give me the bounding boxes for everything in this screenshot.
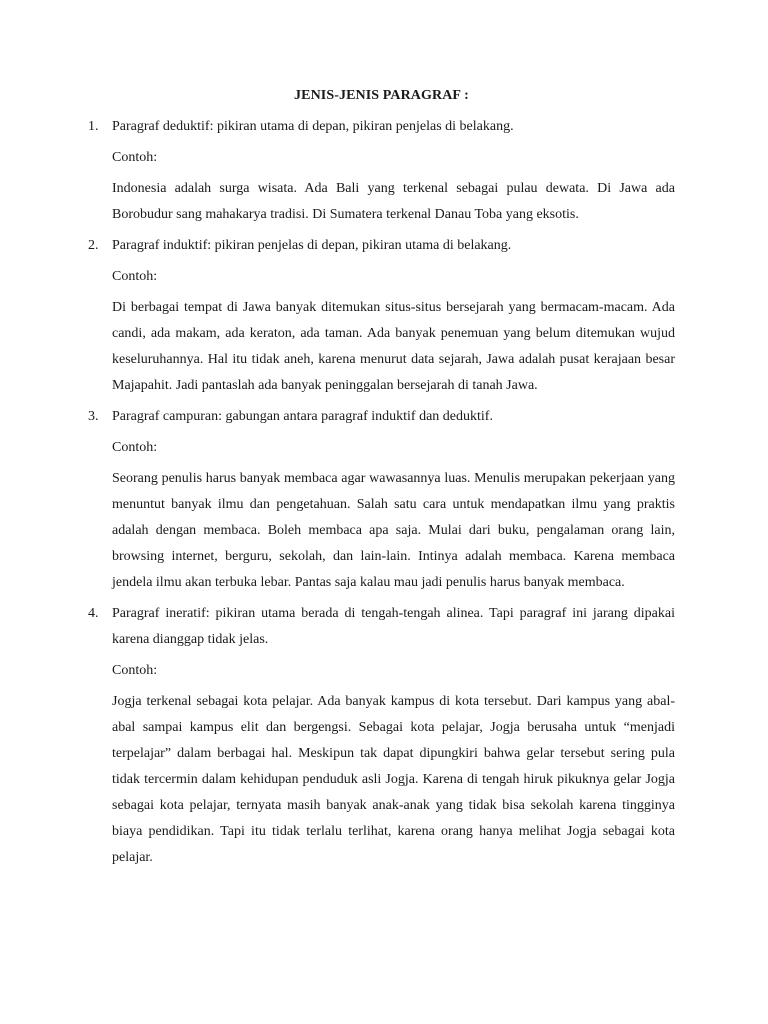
- list-number: 4.: [88, 606, 99, 621]
- example-paragraph: Jogja terkenal sebagai kota pelajar. Ada banyak kampus di kota tersebut. Dari kampus yang abal-abal sampai kampus elit dan bergengsi. Sebagai kota pelajar, Jogja berusaha untuk “menjadi terpelajar” dalam berbagai hal. Meskipun tak dapat dipungkiri bahwa gelar tersebut sering pula tidak tercermin dalam kehidupan penduduk asli Jogja. Karena di tengah hiruk pikuknya gelar Jogja sebagai kota pelajar, ternyata masih banyak anak-anak yang tidak bisa sekolah karena tingginya biaya pendidikan. Tapi itu tidak terlalu terlihat, karena orang hanya melihat Jogja sebagai kota pelajar.: [112, 694, 675, 865]
- example-label: Contoh:: [112, 269, 158, 284]
- document-title: JENIS-JENIS PARAGRAF :: [294, 88, 469, 103]
- list-item-1: [88, 114, 675, 228]
- item-heading: Paragraf induktif: pikiran penjelas di depan, pikiran utama di belakang.: [112, 238, 512, 253]
- example-label: Contoh:: [112, 663, 158, 678]
- item-heading: Paragraf ineratif: pikiran utama berada di tengah-tengah alinea. Tapi paragraf ini jarang dipakai karena dianggap tidak jelas.: [112, 606, 675, 647]
- list-item-3: [88, 404, 675, 596]
- list-number: 3.: [88, 409, 99, 424]
- example-paragraph: Di berbagai tempat di Jawa banyak ditemukan situs-situs bersejarah yang bermacam-macam. Ada candi, ada makam, ada keraton, ada taman. Ada banyak penemuan yang belum ditemukan wujud keseluruhannya. Hal itu tidak aneh, karena menurut data sejarah, Jawa adalah pusat kerajaan besar Majapahit. Jadi pantaslah ada banyak peninggalan bersejarah di tanah Jawa.: [112, 300, 675, 393]
- example-label: Contoh:: [112, 440, 158, 455]
- item-heading: Paragraf deduktif: pikiran utama di depan, pikiran penjelas di belakang.: [112, 119, 514, 134]
- item-heading: Paragraf campuran: gabungan antara paragraf induktif dan deduktif.: [112, 409, 493, 424]
- list-number: 1.: [88, 119, 99, 134]
- paragraph-type-list: [88, 114, 675, 871]
- example-paragraph: Seorang penulis harus banyak membaca agar wawasannya luas. Menulis merupakan pekerjaan yang menuntut banyak ilmu dan pengetahuan. Salah satu cara untuk mendapatkan ilmu yang praktis adalah dengan membaca. Boleh membaca apa saja. Mulai dari buku, pengalaman orang lain, browsing internet, berguru, sekolah, dan lain-lain. Intinya adalah membaca. Karena membaca jendela ilmu akan terbuka lebar. Pantas saja kalau mau jadi penulis harus banyak membaca.: [112, 471, 675, 590]
- list-number: 2.: [88, 238, 99, 253]
- list-item-4: [88, 601, 675, 871]
- list-item-2: [88, 233, 675, 399]
- example-paragraph: Indonesia adalah surga wisata. Ada Bali yang terkenal sebagai pulau dewata. Di Jawa ada Borobudur sang mahakarya tradisi. Di Sumatera terkenal Danau Toba yang eksotis.: [112, 181, 675, 222]
- example-label: Contoh:: [112, 150, 158, 165]
